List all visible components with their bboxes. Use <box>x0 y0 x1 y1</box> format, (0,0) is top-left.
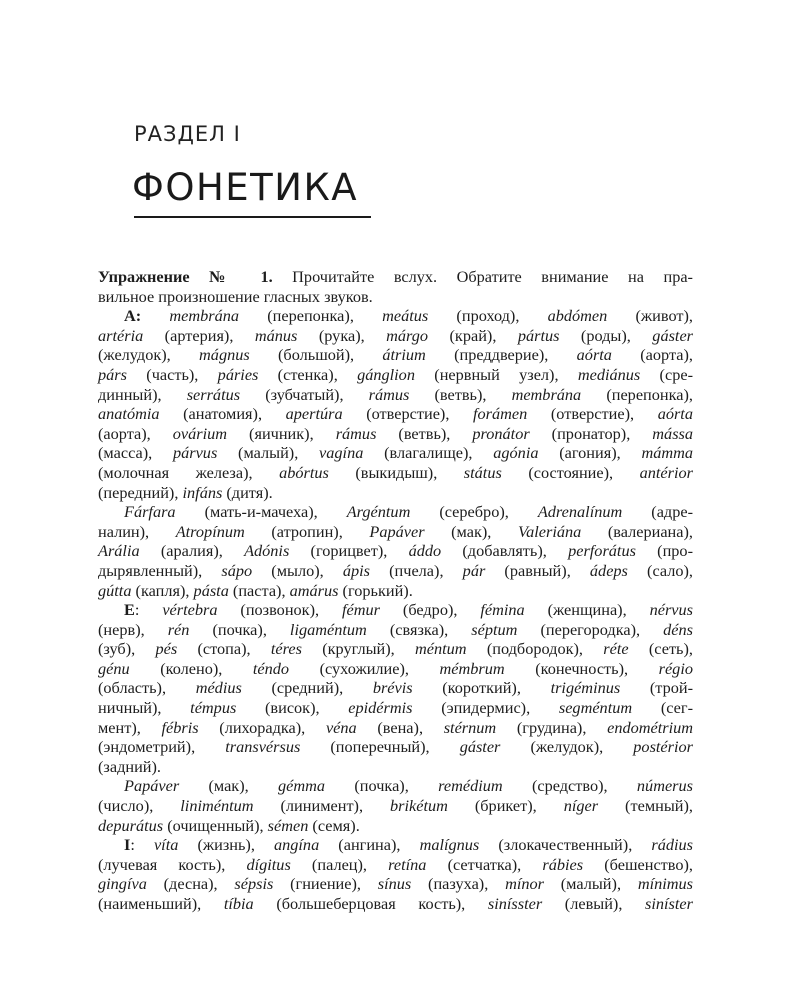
text-run: (темный), <box>598 796 693 816</box>
latin-term: gútta <box>98 580 132 600</box>
text-line <box>98 287 693 307</box>
text-line <box>98 698 693 718</box>
latin-term: stérnum <box>443 717 497 737</box>
text-line <box>98 424 693 444</box>
text-run: (сре- <box>640 364 693 384</box>
text-run: (перегородка), <box>517 619 664 639</box>
latin-term: státus <box>463 462 502 482</box>
text-run: (роды), <box>559 325 653 345</box>
exercise-text <box>98 267 693 914</box>
text-run: (влагалище), <box>363 443 494 463</box>
text-run: (зубчатый), <box>240 384 369 404</box>
latin-term: Adrenalínum <box>537 502 623 522</box>
latin-term: angína <box>273 835 320 855</box>
latin-term: siníster <box>645 894 693 913</box>
text-run: ничный), <box>98 698 191 718</box>
text-line <box>98 483 693 503</box>
text-run: дырявленный), <box>98 560 222 580</box>
text-run: (малый), <box>217 443 320 463</box>
text-run: (сеть), <box>628 639 693 659</box>
text-run: (молочная железа), <box>98 462 280 482</box>
latin-term: téres <box>270 639 302 659</box>
text-run: (про- <box>635 541 693 561</box>
text-run: (висок), <box>236 698 349 718</box>
text-line <box>98 463 693 483</box>
text-line <box>98 816 693 836</box>
text-line <box>98 796 693 816</box>
latin-term: mínimus <box>637 874 693 894</box>
latin-term: gánglion <box>357 364 415 384</box>
text-run: (женщина), <box>524 600 650 620</box>
latin-term: rámus <box>335 423 377 443</box>
text-run: (круглый), <box>301 639 416 659</box>
latin-term: mámma <box>641 443 694 463</box>
text-run: (зуб), <box>98 639 156 659</box>
text-line <box>98 267 693 287</box>
text-run: (аорта), <box>98 423 173 443</box>
latin-term: méntum <box>415 639 467 659</box>
text-run: (атропин), <box>244 521 370 541</box>
text-run: (анатомия), <box>159 404 286 424</box>
text-run: (масса), <box>98 443 173 463</box>
text-run: (линимент), <box>253 796 391 816</box>
text-run: (колено), <box>129 658 253 678</box>
latin-term: fémina <box>480 600 525 620</box>
latin-term: sémen <box>267 815 309 835</box>
text-run: Прочитайте вслух. Обратите внимание на пра- <box>272 267 693 286</box>
text-run: (горький). <box>338 580 413 600</box>
latin-term: sépsis <box>234 874 274 894</box>
latin-term: abórtus <box>279 462 329 482</box>
text-run: (подбородок), <box>466 639 604 659</box>
latin-term: amárus <box>289 580 339 600</box>
text-run: (почка), <box>325 776 439 796</box>
latin-term: antérior <box>639 462 693 482</box>
text-run: (бедро), <box>379 600 481 620</box>
text-run: (горицвет), <box>289 541 409 561</box>
latin-term: mémbrum <box>439 658 505 678</box>
text-line <box>98 502 693 522</box>
text-run: (желудок), <box>500 737 634 757</box>
latin-term: Arália <box>98 541 140 561</box>
text-run: (трой- <box>620 678 694 698</box>
text-run: налин), <box>98 521 176 541</box>
latin-term: retína <box>388 854 427 874</box>
latin-term: apertúra <box>285 404 343 424</box>
text-run: (адре- <box>622 502 693 522</box>
text-run: (перепонка), <box>581 384 693 404</box>
latin-term: níger <box>563 796 599 816</box>
text-run: (нерв), <box>98 619 168 639</box>
text-line <box>98 581 693 601</box>
latin-term: abdómen <box>547 306 608 326</box>
latin-term: transvérsus <box>225 737 301 757</box>
latin-term: páries <box>217 364 259 384</box>
text-run: (палец), <box>290 854 389 874</box>
text-run: мент), <box>98 717 162 737</box>
text-run: (отверстие), <box>527 404 658 424</box>
text-run: (поперечный), <box>300 737 460 757</box>
latin-term: mínor <box>505 874 544 894</box>
text-run: (пазуха), <box>411 874 506 894</box>
latin-term: vértebra <box>162 600 218 620</box>
text-run: (валериана), <box>581 521 693 541</box>
text-line <box>98 345 693 365</box>
latin-term: meátus <box>382 306 429 326</box>
latin-term: liniméntum <box>180 796 254 816</box>
text-run: (сало), <box>627 560 693 580</box>
latin-term: númerus <box>636 776 693 796</box>
latin-term: pár <box>462 560 486 580</box>
latin-term: serrátus <box>186 384 241 404</box>
latin-term: anatómia <box>98 404 160 424</box>
latin-term: segméntum <box>558 698 633 718</box>
text-run: (средство), <box>502 776 637 796</box>
text-run: (добавлять), <box>441 541 569 561</box>
text-line <box>98 365 693 385</box>
text-run: (сухожилие), <box>289 658 440 678</box>
latin-term: rén <box>167 619 190 639</box>
text-line <box>98 659 693 679</box>
text-run: (сег- <box>632 698 693 718</box>
latin-term: fébris <box>161 717 199 737</box>
latin-term: víta <box>153 835 179 855</box>
latin-term: témpus <box>190 698 237 718</box>
latin-term: áddo <box>408 541 442 561</box>
latin-term: malígnus <box>419 835 480 855</box>
latin-term: gáster <box>652 325 693 345</box>
text-run: (средний), <box>241 678 373 698</box>
latin-term: remédium <box>438 776 503 796</box>
text-line <box>98 757 693 777</box>
latin-term: déns <box>663 619 693 639</box>
text-line <box>98 561 693 581</box>
text-line <box>98 737 693 757</box>
text-run: (яичник), <box>227 423 336 443</box>
latin-term: mássa <box>652 423 694 443</box>
latin-term: tíbia <box>223 894 254 913</box>
latin-term: pártus <box>517 325 560 345</box>
latin-term: téndo <box>252 658 290 678</box>
latin-term: artéria <box>98 325 144 345</box>
text-run: (преддверие), <box>425 345 577 365</box>
latin-term: postérior <box>633 737 693 757</box>
text-line <box>98 874 693 894</box>
text-line <box>98 404 693 424</box>
latin-term: párvus <box>172 443 218 463</box>
latin-term: Papáver <box>369 521 425 541</box>
text-run: (сетчатка), <box>426 854 543 874</box>
latin-term: rábies <box>542 854 584 874</box>
text-run: (мак), <box>424 521 518 541</box>
text-run: (малый), <box>543 874 638 894</box>
text-run: (семя). <box>308 815 360 835</box>
latin-term: brikétum <box>390 796 448 816</box>
latin-term: véna <box>325 717 357 737</box>
latin-term: márgo <box>386 325 429 345</box>
text-run: (почка), <box>189 619 290 639</box>
latin-term: párs <box>98 364 127 384</box>
text-run: (отверстие), <box>342 404 474 424</box>
latin-term: vagína <box>319 443 364 463</box>
latin-term: mánus <box>254 325 298 345</box>
text-run: (лучевая кость), <box>98 854 247 874</box>
latin-term: agónia <box>493 443 539 463</box>
latin-term: membrána <box>511 384 582 404</box>
text-run: (агония), <box>538 443 642 463</box>
text-run: (передний), <box>98 482 183 502</box>
text-run: (ветвь), <box>376 423 473 443</box>
latin-term: Fárfara <box>124 502 176 522</box>
latin-term: trigéminus <box>550 678 621 698</box>
latin-term: séptum <box>471 619 518 639</box>
text-run: (пчела), <box>370 560 463 580</box>
text-run: (нервный узел), <box>414 364 578 384</box>
text-run: (ангина), <box>319 835 420 855</box>
latin-term: génu <box>98 658 130 678</box>
latin-term: perforátus <box>568 541 636 561</box>
latin-term: gáster <box>459 737 501 757</box>
latin-term: gémma <box>278 776 326 796</box>
text-line <box>98 443 693 463</box>
text-run: : <box>130 835 154 855</box>
text-run: (злокачественный), <box>479 835 652 855</box>
text-run: (грудина), <box>496 717 608 737</box>
text-run: (артерия), <box>143 325 255 345</box>
text-run: (вена), <box>356 717 444 737</box>
text-run: (наименьший), <box>98 894 224 913</box>
text-line <box>98 522 693 542</box>
text-run: (мать-и-мачеха), <box>175 502 347 522</box>
text-run: (капля), <box>131 580 194 600</box>
latin-term: dígitus <box>246 854 291 874</box>
latin-term: pés <box>155 639 178 659</box>
latin-term: ápis <box>342 560 370 580</box>
latin-term: depurátus <box>98 815 164 835</box>
latin-term: ádeps <box>589 560 628 580</box>
text-line <box>98 306 693 326</box>
text-run: (гниение), <box>273 874 378 894</box>
text-run: (конечность), <box>504 658 659 678</box>
text-line <box>98 678 693 698</box>
text-run: (перепонка), <box>239 306 383 326</box>
text-run: (большеберцовая кость), <box>253 894 488 913</box>
text-run: вильное произношение гласных звуков. <box>98 286 373 306</box>
latin-term: Papáver <box>124 776 180 796</box>
bold-heading: I <box>124 835 131 855</box>
latin-term: Valeriána <box>517 521 582 541</box>
latin-term: ligaméntum <box>289 619 367 639</box>
latin-term: Atropínum <box>175 521 245 541</box>
text-run: (связка), <box>366 619 472 639</box>
text-line <box>98 894 693 914</box>
text-run: (живот), <box>607 306 693 326</box>
latin-term: forámen <box>473 404 528 424</box>
latin-term: mediánus <box>577 364 641 384</box>
text-run: (эндометрий), <box>98 737 226 757</box>
latin-term: sinísster <box>487 894 543 913</box>
text-run: (лихорадка), <box>198 717 326 737</box>
text-line <box>98 855 693 875</box>
latin-term: membrána <box>169 306 240 326</box>
text-run: : <box>134 600 163 620</box>
section-label: РАЗДЕЛ I <box>134 122 241 146</box>
latin-term: pronátor <box>472 423 530 443</box>
latin-term: réte <box>603 639 629 659</box>
latin-term: médius <box>195 678 242 698</box>
text-run: (серебро), <box>410 502 538 522</box>
text-line <box>98 776 693 796</box>
text-run: (очищенный), <box>163 815 268 835</box>
text-run: (большой), <box>249 345 383 365</box>
latin-term: aórta <box>576 345 612 365</box>
latin-term: fémur <box>342 600 380 620</box>
text-run: (стопа), <box>177 639 271 659</box>
text-line <box>98 718 693 738</box>
latin-term: gingíva <box>98 874 147 894</box>
text-run: динный), <box>98 384 187 404</box>
text-line <box>98 620 693 640</box>
latin-term: brévis <box>372 678 413 698</box>
text-run: (десна), <box>146 874 235 894</box>
text-line <box>98 835 693 855</box>
latin-term: ovárium <box>172 423 228 443</box>
latin-term: pásta <box>193 580 229 600</box>
text-run: (пронатор), <box>529 423 653 443</box>
latin-term: aórta <box>657 404 693 424</box>
text-run: (желудок), <box>98 345 200 365</box>
latin-term: rámus <box>368 384 410 404</box>
text-run: (задний). <box>98 756 161 776</box>
text-run: (состояние), <box>501 462 640 482</box>
bold-heading: А: <box>124 306 142 326</box>
text-line <box>98 541 693 561</box>
latin-term: Adónis <box>244 541 290 561</box>
text-run: (область), <box>98 678 196 698</box>
latin-term: Argéntum <box>346 502 411 522</box>
latin-term: sápo <box>221 560 253 580</box>
text-run: (левый), <box>542 894 646 913</box>
text-run: (аорта), <box>611 345 693 365</box>
latin-term: nérvus <box>649 600 693 620</box>
text-run: (аралия), <box>139 541 245 561</box>
latin-term: régio <box>658 658 693 678</box>
text-run: (часть), <box>126 364 218 384</box>
text-run: (число), <box>98 796 181 816</box>
text-run: (паста), <box>228 580 290 600</box>
text-run: (позвонок), <box>217 600 342 620</box>
title-underline <box>134 216 371 218</box>
bold-heading: Е <box>124 600 135 620</box>
text-run: (мак), <box>179 776 279 796</box>
text-run: (край), <box>428 325 518 345</box>
latin-term: endométrium <box>607 717 694 737</box>
text-run: (жизнь), <box>178 835 274 855</box>
latin-term: epidérmis <box>348 698 413 718</box>
text-run: (эпидермис), <box>412 698 559 718</box>
text-run: (брикет), <box>447 796 564 816</box>
text-run: (дитя). <box>222 482 273 502</box>
text-run: (выкидыш), <box>328 462 464 482</box>
text-run: (проход), <box>428 306 548 326</box>
latin-term: rádius <box>651 835 693 855</box>
text-line <box>98 600 693 620</box>
text-run: (бешенство), <box>583 854 693 874</box>
chapter-title: ФОНЕТИКА <box>132 166 359 209</box>
text-run: (равный), <box>485 560 590 580</box>
bold-heading: Упражнение № 1. <box>98 267 273 286</box>
text-run: (ветвь), <box>409 384 512 404</box>
text-line <box>98 639 693 659</box>
text-run: (мыло), <box>252 560 343 580</box>
text-run: (короткий), <box>412 678 551 698</box>
latin-term: mágnus <box>199 345 250 365</box>
text-line <box>98 385 693 405</box>
text-run: (стенка), <box>258 364 358 384</box>
text-run: (рука), <box>297 325 387 345</box>
latin-term: sínus <box>377 874 412 894</box>
latin-term: infáns <box>182 482 223 502</box>
text-line <box>98 326 693 346</box>
latin-term: átrium <box>382 345 426 365</box>
text-run <box>141 306 169 325</box>
